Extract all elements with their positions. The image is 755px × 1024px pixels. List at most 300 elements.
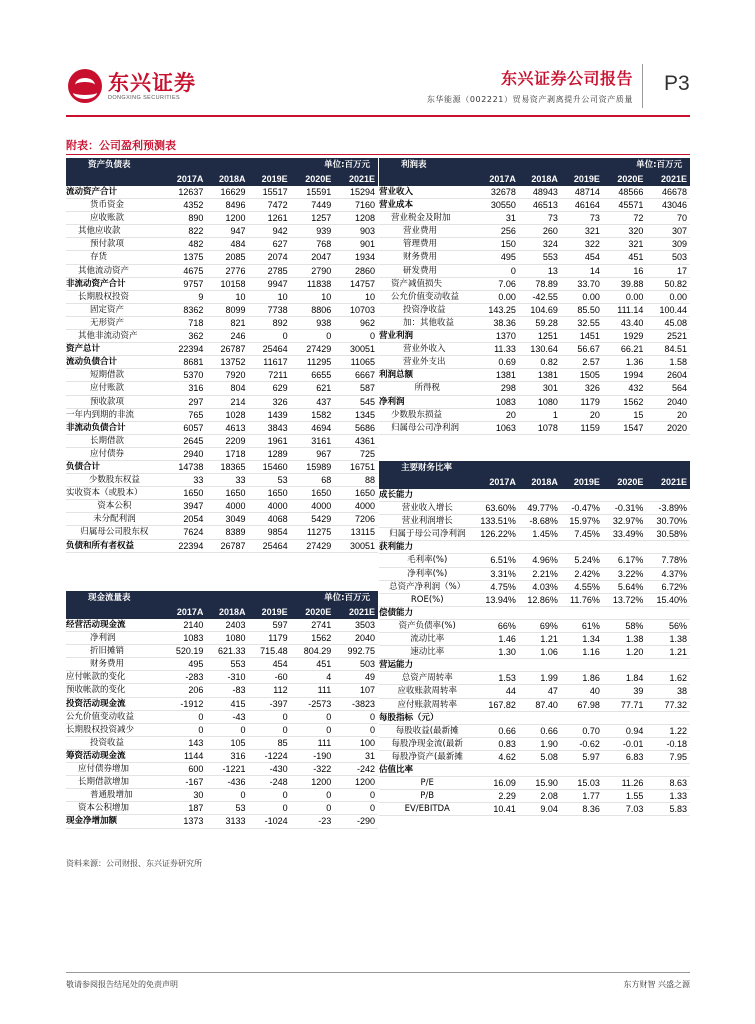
row-label: 净利润 [66,632,163,645]
row-label: 营业费用 [379,225,475,238]
row-value: 15.97% [561,515,603,528]
row-value: 1.06 [519,646,561,659]
row-value: 2521 [646,330,690,343]
row-label: 长期股权投资 [66,290,163,303]
table-row [379,763,690,776]
row-value: 454 [249,658,291,671]
table-row [66,500,378,513]
row-value: 1.77 [561,790,603,803]
row-value: 1.30 [475,646,519,659]
row-label: 净利率(%) [379,567,475,580]
row-label: 资产总计 [66,343,163,356]
row-label: 每股指标（元） [379,711,475,724]
financial-ratios-table [379,461,690,816]
table-row [66,290,378,303]
row-value: 2645 [163,434,207,447]
row-value: 5.83 [646,803,690,816]
row-value: 1.22 [646,724,690,737]
row-label: 营运能力 [379,659,475,672]
row-label: 短期借款 [66,369,163,382]
row-value: 13115 [334,526,378,539]
row-value: 15517 [249,186,291,199]
row-value: -436 [206,776,248,789]
table-row [66,460,378,473]
row-value: 1718 [206,447,248,460]
table-row [379,502,690,515]
row-value: 20 [561,408,603,421]
row-value: 3.31% [475,567,519,580]
row-value: 53 [249,474,291,487]
table-row [379,343,690,356]
row-value: 143.25 [475,303,519,316]
row-label: 管理费用 [379,238,475,251]
row-value: 362 [163,330,207,343]
row-value: 11.33 [475,343,519,356]
row-value: 66.21 [603,343,647,356]
row-value: 53 [206,802,248,815]
row-label: 资产负债率(%) [379,619,475,632]
row-value: 8.63 [646,777,690,790]
row-value: 298 [475,382,519,395]
row-value: 143 [163,736,207,749]
row-value [646,711,690,724]
row-value: 13 [519,264,561,277]
row-value: 31 [334,749,378,762]
row-value [519,606,561,619]
row-label: 其他应收款 [66,225,163,238]
table-row [379,290,690,303]
row-value: 553 [519,251,561,264]
row-value [475,763,519,776]
row-value: 0.00 [603,290,647,303]
row-value: 2.29 [475,790,519,803]
table-row [66,434,378,447]
row-value: 1451 [561,330,603,343]
row-value: 8.36 [561,803,603,816]
table-row [379,238,690,251]
row-value: 1.45% [519,528,561,541]
row-value: 6.72% [646,580,690,593]
row-value: 1200 [206,212,248,225]
table-row [66,658,378,671]
row-value: 22394 [163,343,207,356]
row-value: 10158 [206,277,248,290]
row-label: 毛利率(%) [379,554,475,567]
year-header-row [66,605,378,619]
table-title: 利润表 [379,158,561,172]
row-value: 11295 [291,356,335,369]
income-statement-table [379,158,690,435]
row-value: 30051 [334,539,378,552]
row-label: 筹资活动现金流 [66,749,163,762]
row-value: -0.18 [646,737,690,750]
row-value: 1083 [475,395,519,408]
row-value: -8.68% [519,515,561,528]
table-row [379,633,690,646]
row-value: 45.08 [646,316,690,329]
year-header: 2020E [603,172,647,186]
row-label: 利润总额 [379,369,475,382]
row-label: 流动资产合计 [66,186,163,199]
table-title: 现金流量表 [66,591,249,605]
row-value: 1562 [603,395,647,408]
row-value: 72 [603,212,647,225]
table-row [66,408,378,421]
row-value: 1650 [206,487,248,500]
row-value: 321 [561,225,603,238]
table-row [66,251,378,264]
table-row [379,567,690,580]
row-value: 1381 [475,369,519,382]
row-value: -43 [206,710,248,723]
table-title-row [66,591,378,605]
row-value: 1289 [249,447,291,460]
row-value: 43.40 [603,316,647,329]
table-title-row [66,158,378,172]
table-row [66,447,378,460]
row-value: -1221 [206,763,248,776]
row-value: 8389 [206,526,248,539]
row-value: 2020 [646,421,690,434]
year-header: 2020E [291,605,335,619]
row-value: 88 [334,474,378,487]
row-label: P/E [379,777,475,790]
table-row [379,803,690,816]
row-value: 0 [475,264,519,277]
row-value [475,711,519,724]
row-value: 10703 [334,303,378,316]
table-row [379,515,690,528]
report-subtitle: 东华能源（002221）贸易资产剥离提升公司资产质量 [426,95,633,104]
row-label: 应付债券增加 [66,763,163,776]
row-value: -1912 [163,697,207,710]
row-value: 15591 [291,186,335,199]
section-rule [66,154,690,155]
row-value: 939 [291,225,335,238]
row-value: 87.40 [519,698,561,711]
row-value: 0.69 [475,356,519,369]
row-value: 2.57 [561,356,603,369]
row-value: 1994 [603,369,647,382]
row-value: 7449 [291,199,335,212]
table-row [379,356,690,369]
row-value: 2860 [334,264,378,277]
row-label: 营业收入增长 [379,502,475,515]
year-header: 2017A [475,172,519,186]
row-value: -60 [249,671,291,684]
row-value: -2573 [291,697,335,710]
row-value [646,541,690,554]
row-value: -322 [291,763,335,776]
row-value: 4 [291,671,335,684]
row-value: -397 [249,697,291,710]
table-row [379,408,690,421]
year-header: 2021E [646,172,690,186]
row-value: 297 [163,395,207,408]
row-value: 890 [163,212,207,225]
row-value: 765 [163,408,207,421]
row-value: 30.70% [646,515,690,528]
row-value [475,606,519,619]
year-header-blank [379,172,475,186]
table-row [66,356,378,369]
table-row [66,645,378,658]
row-value: 25464 [249,343,291,356]
row-value: 20 [646,408,690,421]
row-value: 5429 [291,513,335,526]
table-unit: 单位:百万元 [561,158,690,172]
row-value: 1.21 [519,633,561,646]
row-value: 15.90 [519,777,561,790]
row-value: 10 [291,290,335,303]
row-value: 545 [334,395,378,408]
table-row [379,264,690,277]
row-label: 实收资本（或股本） [66,487,163,500]
row-value: 1.33 [646,790,690,803]
row-label: 投资净收益 [379,303,475,316]
table-row [66,369,378,382]
row-value: 718 [163,316,207,329]
row-value: 126.22% [475,528,519,541]
row-label: 存货 [66,251,163,264]
year-header: 2021E [334,172,378,186]
row-value: 1.21 [646,646,690,659]
row-label: 一年内到期的非流 [66,408,163,421]
table-row [66,802,378,815]
year-header-blank [379,475,475,489]
row-value: 6057 [163,421,207,434]
row-value: 0 [249,723,291,736]
row-value: 2085 [206,251,248,264]
row-label: 现金净增加额 [66,815,163,828]
table-row [66,632,378,645]
row-value: 1251 [519,330,561,343]
table-row [66,186,378,199]
row-value: 46513 [519,199,561,212]
row-value: 27429 [291,539,335,552]
row-value: 8362 [163,303,207,316]
row-label: 资本公积 [66,500,163,513]
table-unit: 单位:百万元 [249,158,379,172]
row-value: 9.04 [519,803,561,816]
row-value: 992.75 [334,645,378,658]
row-value: 1.53 [475,672,519,685]
table-row [379,672,690,685]
row-value [561,763,603,776]
row-label: 公允价值变动收益 [379,290,475,303]
row-value: 4.37% [646,567,690,580]
row-value: 206 [163,684,207,697]
row-value: 38 [646,685,690,698]
row-value: 1345 [334,408,378,421]
table-row [66,619,378,632]
row-value: 6667 [334,369,378,382]
table-row [379,316,690,329]
table-row [379,489,690,502]
row-value: 4.62 [475,750,519,763]
row-value: 1650 [291,487,335,500]
row-value: 4000 [249,500,291,513]
row-value [603,606,647,619]
footer-disclaimer: 敬请参阅报告结尾处的免责声明 [66,980,178,989]
row-label: 负债合计 [66,460,163,473]
row-value: 503 [334,658,378,671]
row-value: -0.31% [603,502,647,515]
row-value: 1257 [291,212,335,225]
row-value: 0.82 [519,356,561,369]
table-row [66,303,378,316]
row-value [603,711,647,724]
row-value: 17 [646,264,690,277]
row-label: 预付款项 [66,238,163,251]
table-title: 资产负债表 [66,158,249,172]
row-label: 每股净现金流(最新 [379,737,475,750]
row-value: 3843 [249,421,291,434]
row-label: 速动比率 [379,646,475,659]
row-value: 107 [334,684,378,697]
row-value: 1200 [291,776,335,789]
row-label: 成长能力 [379,489,475,502]
row-value: 432 [603,382,647,395]
row-value: 7624 [163,526,207,539]
row-label: 预收帐款的变化 [66,684,163,697]
row-value: 715.48 [249,645,291,658]
row-value: 3161 [291,434,335,447]
row-value: 1547 [603,421,647,434]
table-row [379,303,690,316]
row-label: 资产减值损失 [379,277,475,290]
row-label: 经营活动现金流 [66,619,163,632]
row-label: ROE(%) [379,593,475,606]
row-value: -248 [249,776,291,789]
row-value: 85.50 [561,303,603,316]
row-value: 0.70 [561,724,603,737]
row-label: 获利能力 [379,541,475,554]
row-value: 4.75% [475,580,519,593]
row-value: 130.64 [519,343,561,356]
table-row [379,790,690,803]
table-row [379,225,690,238]
table-row [379,711,690,724]
row-value: 7.78% [646,554,690,567]
row-value: 48943 [519,186,561,199]
row-value: 4.03% [519,580,561,593]
report-title: 东兴证券公司报告 [500,69,633,88]
row-value: 7160 [334,199,378,212]
row-value: 587 [334,382,378,395]
row-value: 1650 [249,487,291,500]
row-label: 预收款项 [66,395,163,408]
row-value: 1562 [291,632,335,645]
table-row [379,750,690,763]
row-value: 84.51 [646,343,690,356]
row-value [603,489,647,502]
row-value: 629 [249,382,291,395]
year-header: 2017A [475,475,519,489]
row-value: 44 [475,685,519,698]
row-value: 0 [334,723,378,736]
row-label: 资本公积增加 [66,802,163,815]
row-value: 307 [646,225,690,238]
row-label: 营业税金及附加 [379,212,475,225]
row-value: 4000 [206,500,248,513]
table-row [66,487,378,500]
row-value: 0.66 [519,724,561,737]
row-value: 1929 [603,330,647,343]
row-value: 5.97 [561,750,603,763]
row-value: 46164 [561,199,603,212]
row-value: 68 [291,474,335,487]
row-value: 7472 [249,199,291,212]
row-value: 821 [206,316,248,329]
row-value: 26787 [206,539,248,552]
row-value: 167.82 [475,698,519,711]
row-label: 长期借款增加 [66,776,163,789]
row-value: 0.94 [603,724,647,737]
table-row [379,698,690,711]
row-value: 85 [249,736,291,749]
row-value: 564 [646,382,690,395]
row-label: 普通股增加 [66,789,163,802]
row-value: 7.06 [475,277,519,290]
row-value: 326 [249,395,291,408]
row-value: 14757 [334,277,378,290]
row-label: 少数股东损益 [379,408,475,421]
table-row [66,330,378,343]
row-value: 33 [163,474,207,487]
row-value [646,659,690,672]
row-value: 26787 [206,343,248,356]
row-label: 所得税 [379,382,475,395]
row-value: 18365 [206,460,248,473]
row-value: 0 [334,710,378,723]
row-value: 1.55 [603,790,647,803]
row-value: 5686 [334,421,378,434]
table-row [66,789,378,802]
row-value: 7206 [334,513,378,526]
row-value: 1179 [561,395,603,408]
row-value: 6.83 [603,750,647,763]
row-value: -0.47% [561,502,603,515]
row-value: 451 [603,251,647,264]
row-value: 15.03 [561,777,603,790]
row-value: 9854 [249,526,291,539]
row-value: 1083 [163,632,207,645]
row-label: 固定资产 [66,303,163,316]
table-row [66,526,378,539]
row-label: 净利润 [379,395,475,408]
row-value: 1373 [163,815,207,828]
row-value: 520.19 [163,645,207,658]
row-value: 451 [291,658,335,671]
row-value: 3947 [163,500,207,513]
table-row [66,395,378,408]
row-label: 应付账款周转率 [379,698,475,711]
row-value: 16.09 [475,777,519,790]
row-value: 1080 [206,632,248,645]
row-value: 4000 [291,500,335,513]
row-value: 0.83 [475,737,519,750]
row-value: 316 [163,382,207,395]
row-value: 1.46 [475,633,519,646]
row-value: 38.36 [475,316,519,329]
row-value: 0 [163,723,207,736]
row-value: 133.51% [475,515,519,528]
table-row [379,659,690,672]
year-header-row [379,475,690,489]
row-label: 货币资金 [66,199,163,212]
balance-sheet-table [66,158,378,553]
